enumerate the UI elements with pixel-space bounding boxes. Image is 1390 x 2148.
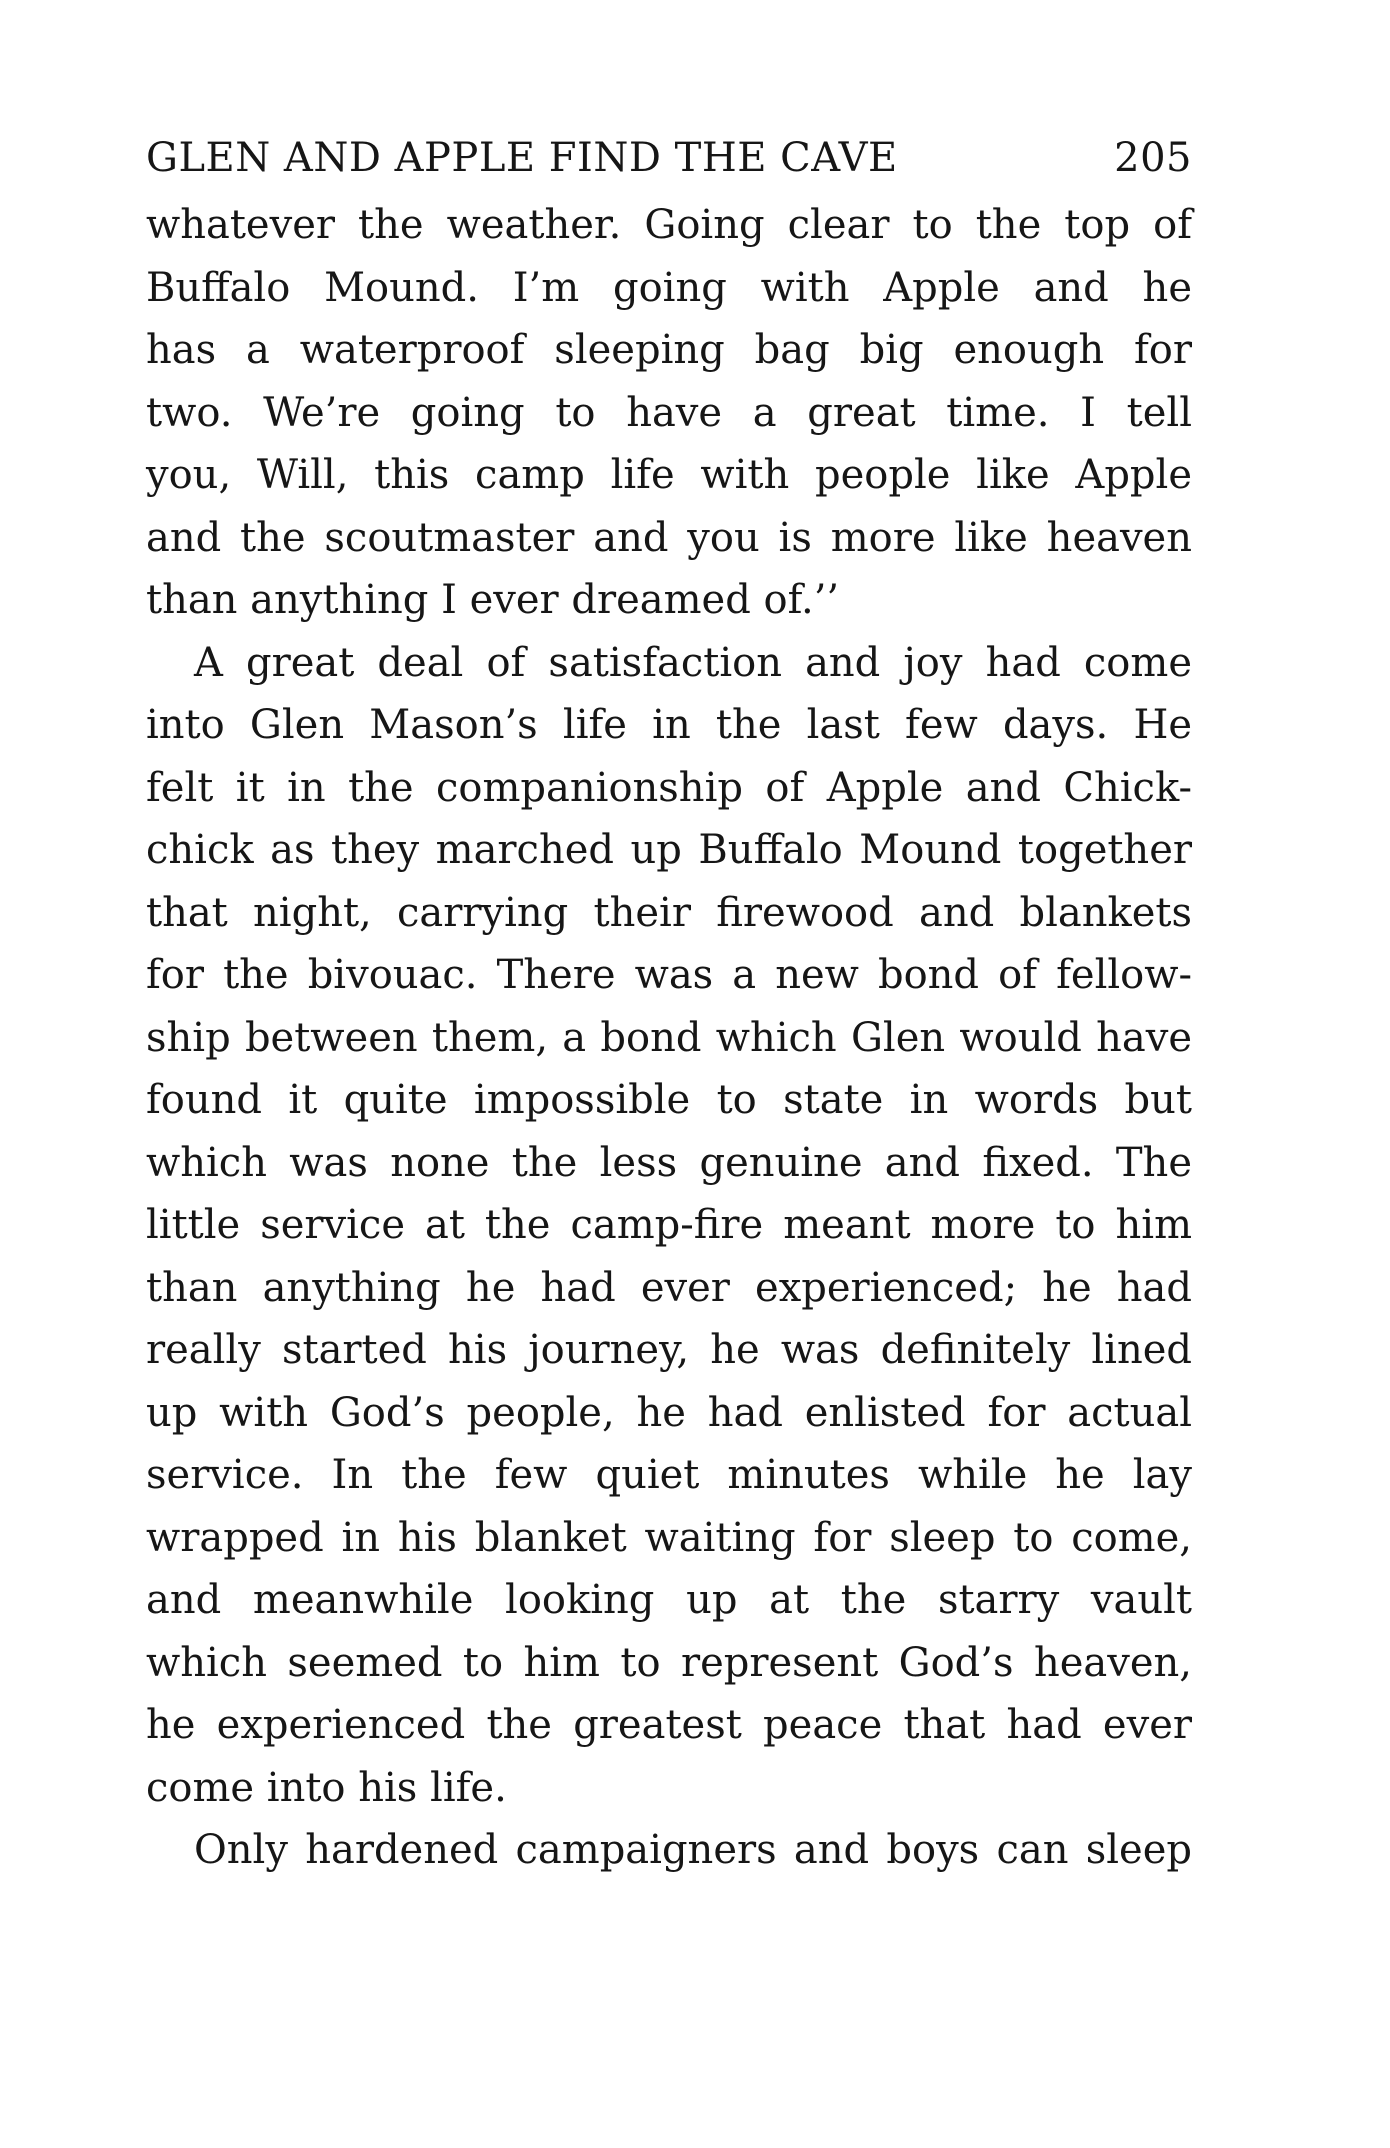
text-line: than anything I ever dreamed of.’’ (146, 577, 840, 623)
text-line: than anything he had ever experienced; he had (146, 1264, 1192, 1311)
page-number: 205 (1114, 135, 1192, 181)
text-line: whatever the weather. Going clear to the top of (146, 202, 1192, 248)
text-line: Only hardened campaigners and boys can sleep (194, 1827, 1192, 1873)
text-line: up with God’s people, he had enlisted for actual (146, 1389, 1192, 1436)
text-line: two. We’re going to have a great time. I tell (146, 389, 1192, 436)
text-line: and meanwhile looking up at the starry vault (146, 1577, 1192, 1623)
text-line: that night, carrying their firewood and blankets (146, 889, 1192, 936)
body-text (146, 194, 1192, 1882)
text-line: A great deal of satisfaction and joy had come (194, 639, 1192, 686)
chapter-title: GLEN AND APPLE FIND THE CAVE (146, 135, 898, 181)
text-line: ship between them, a bond which Glen would have (146, 1014, 1192, 1061)
book-page (146, 128, 1192, 1882)
text-line: has a waterproof sleeping bag big enough for (146, 327, 1192, 373)
text-line: little service at the camp-fire meant more to him (146, 1202, 1192, 1248)
text-line: chick as they marched up Buffalo Mound together (146, 827, 1192, 873)
text-line: into Glen Mason’s life in the last few days. He (146, 702, 1192, 748)
text-line: felt it in the companionship of Apple and Chick- (146, 764, 1192, 811)
text-line: really started his journey, he was definitely lined (146, 1327, 1192, 1373)
text-line: for the bivouac. There was a new bond of fellow- (146, 952, 1192, 998)
running-head (146, 128, 1192, 188)
text-line: wrapped in his blanket waiting for sleep to come, (146, 1514, 1192, 1561)
text-line: which seemed to him to represent God’s heaven, (146, 1639, 1192, 1686)
text-line: found it quite impossible to state in words but (146, 1077, 1192, 1123)
text-line: service. In the few quiet minutes while he lay (146, 1452, 1192, 1498)
text-line: come into his life. (146, 1764, 507, 1811)
text-line: which was none the less genuine and fixed. The (146, 1139, 1192, 1186)
text-line: and the scoutmaster and you is more like heaven (146, 514, 1192, 561)
text-line: you, Will, this camp life with people like Apple (146, 452, 1192, 498)
text-line: he experienced the greatest peace that had ever (146, 1702, 1192, 1748)
text-line: Buffalo Mound. I’m going with Apple and he (146, 264, 1192, 311)
